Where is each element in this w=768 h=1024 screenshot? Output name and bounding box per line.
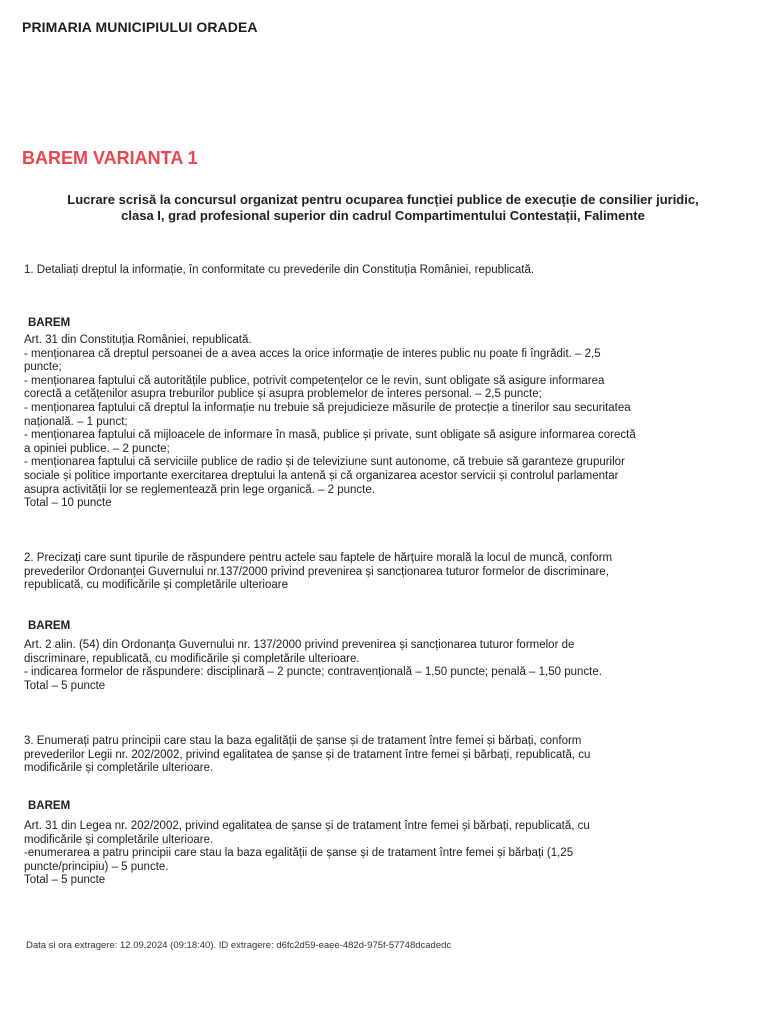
question-line: republicată, cu modificările și completările ulterioare [24,579,288,592]
subtitle-line: clasa I, grad profesional superior din cadrul Compartimentului Contestații, Falimente [121,208,645,223]
answer-line: puncte/principiu) – 5 puncte. [24,860,169,873]
answer-1 [24,334,724,511]
answer-line: Art. 31 din Legea nr. 202/2002, privind egalitatea de șanse și de tratament între femei și bărbați, republicată, cu [24,820,590,832]
barem-variant-title: BAREM VARIANTA 1 [22,148,198,168]
answer-line: puncte; [24,361,62,374]
barem-label-2: BAREM [28,620,71,632]
question-2 [24,552,724,593]
institution-header: PRIMARIA MUNICIPIULUI ORADEA [22,19,258,35]
question-line: 2. Precizați care sunt tipurile de răspundere pentru actele sau faptele de hărțuire morală la locul de muncă, conform [24,552,613,564]
answer-line: - menționarea faptului că mijloacele de informare în masă, publice și private, sunt obligate să asigure informarea corectă [24,429,636,442]
answer-line: - menționarea faptului că serviciile publice de radio și de televiziune sunt autonome, că trebuie să garanteze grupurilor [24,456,625,469]
question-3 [24,735,724,776]
barem-label-3: BAREM [28,800,71,812]
question-line: 3. Enumerați patru principii care stau la baza egalității de șanse și de tratament între femei și bărbați, conform [24,735,582,747]
answer-line: națională. – 1 punct; [24,415,128,428]
answer-line: a opiniei publice. – 2 puncte; [24,442,170,455]
extraction-footer: Data si ora extragere: 12.09.2024 (09:18:40). ID extragere: d6fc2d59-eaee-482d-975f-57748dcadedc [26,940,452,951]
question-line: prevederilor Legii nr. 202/2002, privind egalitatea de șanse și de tratament între femei și bărbați, republicată, cu [24,748,591,761]
answer-line: Art. 31 din Constituția României, republicată. [24,334,252,346]
question-line: prevederilor Ordonanței Guvernului nr.137/2000 privind prevenirea și sancționarea tuturor formelor de discriminare, [24,565,609,578]
question-1: 1. Detaliați dreptul la informație, în conformitate cu prevederile din Constituția României, republicată. [24,264,535,276]
answer-2 [24,639,724,693]
answer-3 [24,820,724,888]
answer-line: - menționarea faptului că dreptul la informație nu trebuie să prejudicieze măsurile de protecție a tinerilor sau securitatea [24,401,631,414]
answer-line: sociale și politice importante exercitarea dreptului la antenă și că organizarea acestor servicii și controlul parlamentar [24,469,619,482]
answer-total: Total – 10 puncte [24,497,112,510]
answer-line: - menționarea că dreptul persoanei de a avea acces la orice informație de interes public nu poate fi îngrădit. – 2,5 [24,347,601,360]
answer-total: Total – 5 puncte [24,679,106,692]
subtitle-line: Lucrare scrisă la concursul organizat pentru ocuparea funcției publice de execuție de consilier juridic, [67,192,699,207]
answer-line: asupra activității lor se reglementează prin lege organică. – 2 puncte. [24,483,375,496]
question-line: modificările și completările ulterioare. [24,762,214,775]
answer-line: - menționarea faptului că autoritățile publice, potrivit competențelor ce le revin, sunt obligate să asigure informarea [24,374,605,387]
answer-total: Total – 5 puncte [24,874,106,887]
answer-line: - indicarea formelor de răspundere: disciplinară – 2 puncte; contravențională – 1,50 puncte; penală – 1,50 puncte. [24,666,602,679]
answer-line: discriminare, republicată, cu modificările și completările ulterioare. [24,652,360,665]
answer-line: Art. 2 alin. (54) din Ordonanța Guvernului nr. 137/2000 privind prevenirea și sancționarea tuturor formelor de [24,639,575,651]
answer-line: corectă a cetățenilor asupra treburilor publice și asupra problemelor de interes personal. – 2,5 puncte; [24,388,542,401]
exam-subtitle [18,192,748,224]
barem-label-1: BAREM [28,317,71,329]
answer-line: modificările și completările ulterioare. [24,833,214,846]
answer-line: -enumerarea a patru principii care stau la baza egalității de șanse și de tratament între femei și bărbați (1,25 [24,847,574,860]
